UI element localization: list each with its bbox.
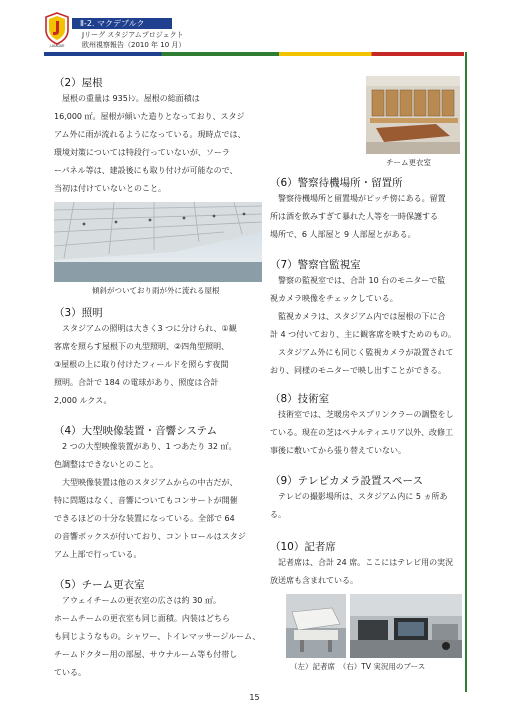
screen-line: 色調整はできないとのこと。 (54, 460, 158, 469)
svg-text:J.LEAGUE: J.LEAGUE (49, 44, 65, 48)
roof-line: 16,000 ㎡。屋根が傾いた造りとなっており、スタジ (54, 112, 245, 121)
lighting-heading: （3）照明 (54, 307, 103, 319)
lighting-line: スタジアムの照明は大きく3 つに分けられ、①観 (54, 324, 237, 333)
roof-photo (54, 202, 262, 282)
locker-room-photo (366, 76, 460, 154)
press-line: 放送席も含まれている。 (270, 576, 358, 585)
police-watch-line: 視カメラ映像をチェックしている。 (270, 294, 398, 303)
tech-line: ている。現在の芝はペナルティエリア以外、改修工 (270, 428, 453, 437)
roof-line: 当初は付けていないとのこと。 (54, 184, 166, 193)
locker-heading: （5）チーム更衣室 (54, 579, 145, 591)
tvcam-heading: （9）テレビカメラ設置スペース (270, 475, 423, 487)
screen-line: できるほどの十分な装置になっている。全部で 64 (54, 514, 235, 523)
roof-caption: 傾斜がついており雨が外に流れる屋根 (92, 286, 220, 295)
lighting-line: 客席を照らす屋根下の丸型照明、②四角型照明、 (54, 342, 230, 351)
police-watch-heading: （7）警察官監視室 (270, 259, 361, 271)
screen-heading: （4）大型映像装置・音響システム (54, 425, 218, 437)
locker-line: ている。 (54, 668, 86, 677)
police-waiting-line: 場所で、6 人部屋と 9 人部屋とがある。 (270, 230, 416, 239)
police-waiting-heading: （6）警察待機場所・留置所 (270, 177, 403, 189)
page-header (0, 0, 509, 60)
screen-line: 大型映像装置は他のスタジアムからの中古だが、 (54, 478, 238, 487)
press-seat-photo (286, 594, 346, 658)
press-caption: （左）記者席 （右）TV 実況用のブース (290, 662, 426, 671)
police-watch-line: 監視カメラは、スタジアム内では屋根の下に合 (270, 312, 446, 321)
police-waiting-line: 所は酒を飲みすぎて暴れた人等を一時保護する (270, 212, 438, 221)
locker-caption: チーム更衣室 (386, 158, 431, 167)
roof-heading: （2）屋根 (54, 77, 103, 89)
press-line: 記者席は、合計 24 席。ここにはテレビ用の実況 (270, 558, 454, 567)
jleague-logo (44, 12, 70, 48)
tech-line: 事後に敷いてから張り替えていない。 (270, 446, 406, 455)
header-color-stripe (44, 52, 464, 56)
tvcam-line: テレビの撮影場所は、スタジアム内に 5 ヵ所あ (270, 492, 448, 501)
police-watch-line: 警察の監視室では、合計 10 台のモニターで監 (270, 276, 446, 285)
locker-line: アウェイチームの更衣室の広さは約 30 ㎡。 (54, 596, 221, 605)
screen-line: の音響ボックスが付いており、コントロールはスタジ (54, 532, 246, 541)
lighting-line: 2,000 ルクス。 (54, 396, 112, 405)
police-waiting-line: 警察待機場所と留置場がピッチ傍にある。留置 (270, 194, 446, 203)
roof-line: アム外に雨が流れるようになっている。現時点では、 (54, 130, 246, 139)
roof-line: ーパネル等は、建設後にも取り付けが可能なので、 (54, 166, 238, 175)
section-tag: Ⅱ-2. マクデブルク (80, 19, 145, 28)
screen-line: 特に問題はなく、音響についてもコンサートが開催 (54, 496, 238, 505)
police-watch-line: スタジアム外にも同じく監視カメラが設置されて (270, 348, 454, 357)
tech-heading: （8）技術室 (270, 393, 330, 405)
locker-line: ホームチームの更衣室も同じ面積。内装はどちら (54, 614, 230, 623)
right-margin-line (465, 52, 467, 692)
screen-line: アム上部で行っている。 (54, 550, 142, 559)
lighting-line: ③屋根の上に取り付けたフィールドを照らす夜間 (54, 360, 229, 369)
lighting-line: 照明。合計で 184 の電球があり、照度は合計 (54, 378, 219, 387)
roof-line: 環境対策については特段行っていないが、ソーラ (54, 148, 230, 157)
locker-line: も同じようなもの。シャワー、トイレマッサージルーム、 (54, 632, 261, 641)
report-title: 欧州視察報告（2010 年 10 月） (82, 41, 186, 49)
police-watch-line: 計 4 つ付いており、主に観客席を映すためのもの。 (270, 330, 456, 339)
roof-line: 屋根の重量は 935ﾄﾝ。屋根の総面積は (54, 94, 200, 103)
page-number: 15 (249, 693, 260, 702)
locker-line: チームドクター用の部屋、サウナルーム等も付帯し (54, 650, 238, 659)
report-series: Jリーグ スタジアムプロジェクト (82, 31, 184, 39)
police-watch-line: おり、同様のモニターで映し出すことができる。 (270, 366, 446, 375)
tech-line: 技術室では、芝暖房やスプリンクラーの調整をし (270, 410, 454, 419)
press-heading: （10）記者席 (270, 541, 336, 553)
tv-booth-photo (350, 594, 462, 658)
tvcam-line: る。 (270, 510, 286, 519)
screen-line: 2 つの大型映像装置があり、1 つあたり 32 ㎡。 (54, 442, 237, 451)
